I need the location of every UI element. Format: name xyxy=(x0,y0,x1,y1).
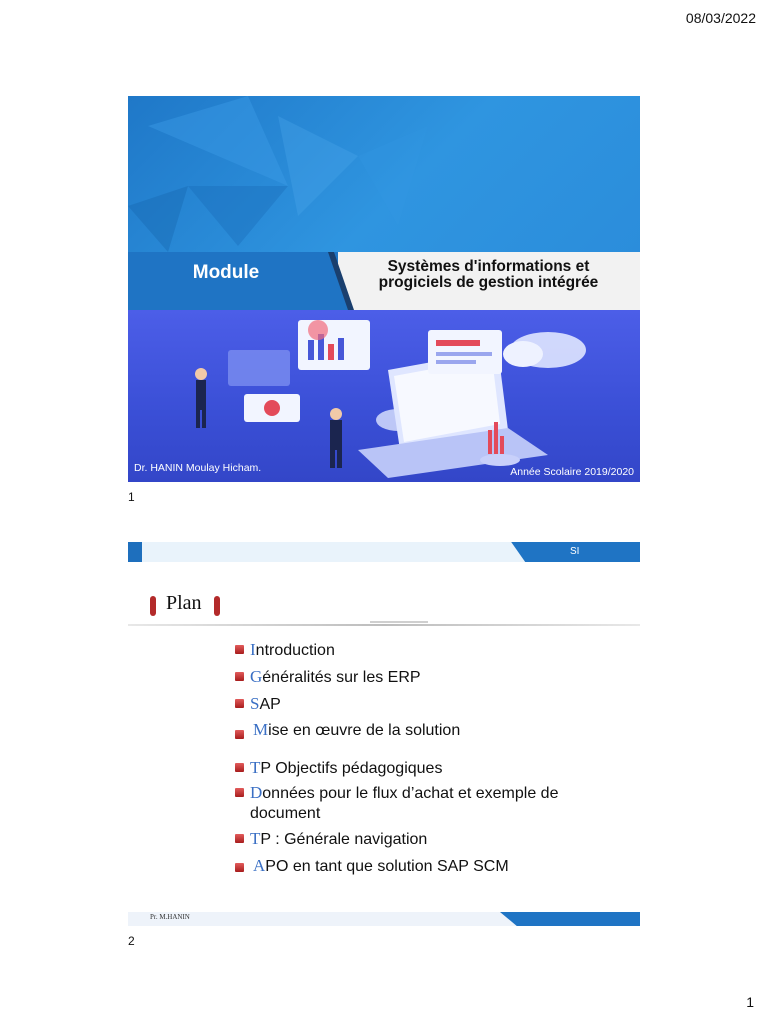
title-underline xyxy=(128,624,640,626)
slide-2-title: Plan xyxy=(166,592,202,614)
module-label: Module xyxy=(192,262,260,283)
bullet-icon xyxy=(235,834,244,843)
bullet-icon xyxy=(235,730,244,739)
plan-item: TP : Générale navigation xyxy=(235,829,427,850)
footer-right-accent xyxy=(500,912,640,926)
plan-item: TP Objectifs pédagogiques xyxy=(235,758,442,779)
bullet-icon xyxy=(235,788,244,797)
bullet-icon xyxy=(235,699,244,708)
school-year: Année Scolaire 2019/2020 xyxy=(510,466,634,478)
left-bracket-icon xyxy=(150,596,156,616)
course-title-line-2: progiciels de gestion intégrée xyxy=(378,274,599,291)
erp-illustration xyxy=(128,310,640,482)
footer-author: Pr. M.HANIN xyxy=(150,913,190,921)
plan-item: Données pour le flux d’achat et exemple de document xyxy=(235,783,595,824)
right-bracket-icon xyxy=(214,596,220,616)
slide-1-number: 1 xyxy=(128,490,135,504)
page-number: 1 xyxy=(746,994,754,1010)
plan-item: APO en tant que solution SAP SCM xyxy=(235,856,509,877)
bullet-icon xyxy=(235,863,244,872)
slide-2-number: 2 xyxy=(128,934,135,948)
slide-1 xyxy=(128,96,640,482)
bullet-icon xyxy=(235,763,244,772)
title-background xyxy=(128,96,640,252)
title-underline-mark xyxy=(370,621,428,623)
plan-item: Généralités sur les ERP xyxy=(235,667,421,688)
dashboard-illustration-graphic xyxy=(128,310,640,482)
author-name: Dr. HANIN Moulay Hicham. xyxy=(134,462,262,474)
plan-item: Introduction xyxy=(235,640,335,661)
plan-item: SAP xyxy=(235,694,281,715)
plan-item: Mise en œuvre de la solution xyxy=(235,720,460,741)
bullet-icon xyxy=(235,645,244,654)
bullet-icon xyxy=(235,672,244,681)
header-tag: SI xyxy=(570,546,580,557)
course-title-line-1: Systèmes d'informations et xyxy=(387,258,590,275)
polygon-pattern-graphic xyxy=(128,96,640,252)
header-left-accent xyxy=(128,542,142,562)
print-date: 08/03/2022 xyxy=(685,10,756,26)
course-title xyxy=(346,259,631,291)
